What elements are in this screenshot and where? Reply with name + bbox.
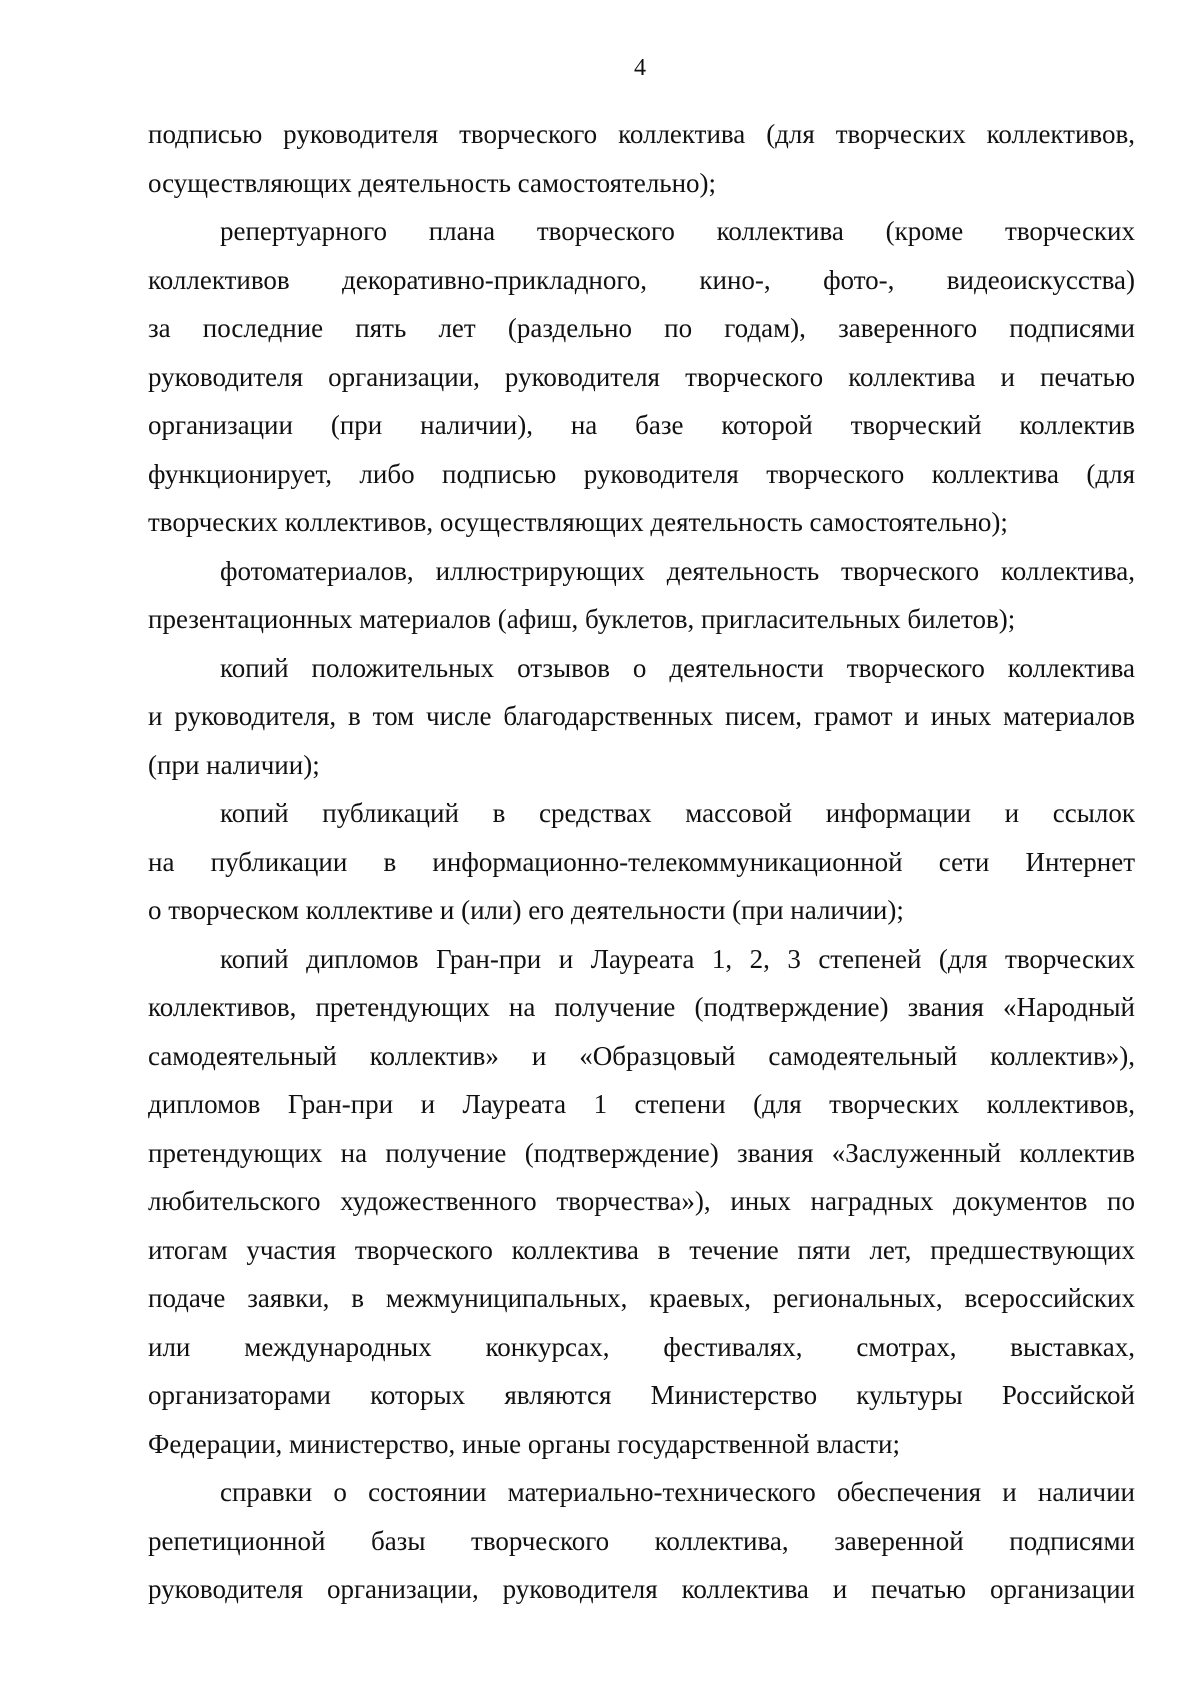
text-line: функционирует, либо подписью руководителя творческого коллектива (для xyxy=(148,458,1135,489)
text-line: копий положительных отзывов о деятельности творческого коллектива xyxy=(220,652,1135,683)
text-line: руководителя организации, руководителя коллектива и печатью организации xyxy=(148,1574,1135,1604)
text-line: о творческом коллективе и (или) его деятельности (при наличии); xyxy=(148,895,904,925)
paragraph xyxy=(148,935,1135,1469)
text-line: репетиционной базы творческого коллектива, заверенной подписями xyxy=(148,1525,1135,1556)
text-line: коллективов, претендующих на получение (подтверждение) звания «Народный xyxy=(148,992,1135,1022)
text-line: за последние пять лет (раздельно по годам), заверенного подписями xyxy=(148,313,1135,343)
paragraph xyxy=(148,547,1135,644)
text-line: самодеятельный коллектив» и «Образцовый самодеятельный коллектив»), xyxy=(148,1040,1135,1071)
text-line: репертуарного плана творческого коллектива (кроме творческих xyxy=(220,216,1135,246)
text-line: презентационных материалов (афиш, буклетов, пригласительных билетов); xyxy=(148,604,1016,634)
document-body xyxy=(148,110,1135,1614)
text-line: или международных конкурсах, фестивалях, смотрах, выставках, xyxy=(148,1331,1135,1362)
text-line: итогам участия творческого коллектива в течение пяти лет, предшествующих xyxy=(148,1234,1135,1265)
paragraph xyxy=(148,789,1135,935)
page-number: 4 xyxy=(634,55,646,81)
text-line: подаче заявки, в межмуниципальных, краевых, региональных, всероссийских xyxy=(148,1283,1135,1313)
paragraph xyxy=(148,644,1135,790)
text-line: коллективов декоративно-прикладного, кино-, фото-, видеоискусства) xyxy=(148,264,1135,295)
text-line: Федерации, министерство, иные органы государственной власти; xyxy=(148,1428,900,1459)
text-line: и руководителя, в том числе благодарственных писем, грамот и иных материалов xyxy=(148,701,1135,731)
text-line: претендующих на получение (подтверждение) звания «Заслуженный коллектив xyxy=(148,1137,1135,1168)
text-line: фотоматериалов, иллюстрирующих деятельность творческого коллектива, xyxy=(220,555,1135,586)
text-line: копий дипломов Гран-при и Лауреата 1, 2, 3 степеней (для творческих xyxy=(220,943,1135,974)
text-line: дипломов Гран-при и Лауреата 1 степени (для творческих коллективов, xyxy=(148,1089,1135,1119)
text-line: творческих коллективов, осуществляющих деятельность самостоятельно); xyxy=(148,507,1008,537)
paragraph xyxy=(148,207,1135,547)
text-line: (при наличии); xyxy=(148,749,320,780)
paragraph xyxy=(148,110,1135,207)
text-line: копий публикаций в средствах массовой информации и ссылок xyxy=(220,798,1135,828)
paragraph xyxy=(148,1468,1135,1614)
text-line: руководителя организации, руководителя творческого коллектива и печатью xyxy=(148,361,1135,392)
text-line: осуществляющих деятельность самостоятельно); xyxy=(148,167,717,198)
text-line: справки о состоянии материально-технического обеспечения и наличии xyxy=(220,1477,1135,1507)
text-line: на публикации в информационно-телекоммуникационной сети Интернет xyxy=(148,846,1135,877)
text-line: организаторами которых являются Министерство культуры Российской xyxy=(148,1380,1135,1410)
text-line: подписью руководителя творческого коллектива (для творческих коллективов, xyxy=(148,119,1135,149)
text-line: любительского художественного творчества»), иных наградных документов по xyxy=(148,1186,1135,1216)
text-line: организации (при наличии), на базе которой творческий коллектив xyxy=(148,410,1135,440)
